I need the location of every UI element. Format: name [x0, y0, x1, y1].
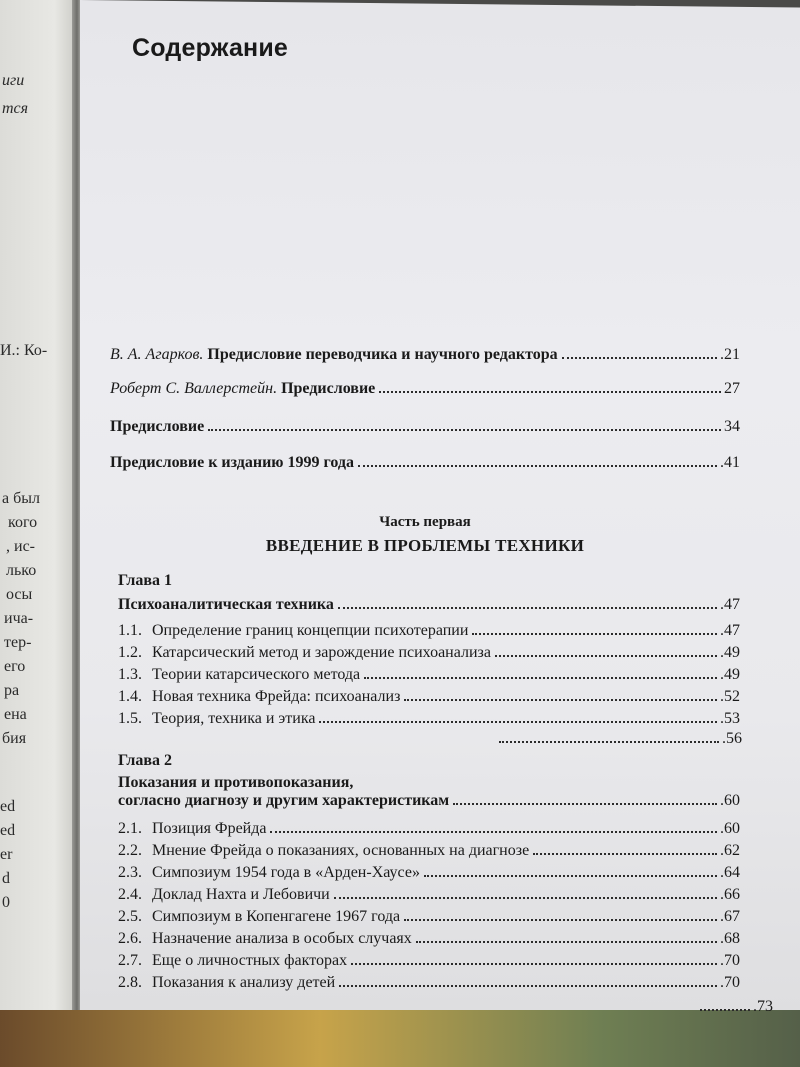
dot-leader	[351, 963, 717, 965]
left-fragment: er	[0, 846, 13, 863]
section-title: Позиция Фрейда	[152, 820, 267, 837]
dot-leader	[404, 919, 717, 921]
entry-page: .60	[720, 820, 740, 837]
entry-page: 27	[724, 380, 740, 397]
section-title: Теория, техника и этика	[152, 710, 316, 727]
dot-leader	[334, 897, 717, 899]
left-fragment: лько	[6, 562, 37, 579]
section-number: 1.3.	[118, 666, 142, 683]
section-title: Катарсический метод и зарождение психоанализа	[152, 644, 491, 661]
section-title: Новая техника Фрейда: психоанализ	[152, 688, 401, 705]
dot-leader	[270, 831, 717, 833]
chapter-title: согласно диагнозу и другим характеристикам	[118, 792, 450, 809]
entry-author: В. А. Агарков.	[110, 346, 204, 363]
entry-title: Предисловие переводчика и научного редактора	[207, 346, 558, 363]
entry-page: .53	[720, 710, 740, 727]
left-fragment: тер-	[4, 634, 32, 651]
dot-leader	[700, 1009, 750, 1011]
left-fragment: ed	[0, 798, 16, 815]
toc-entry[interactable]	[110, 380, 740, 406]
section-entry[interactable]	[118, 952, 740, 974]
section-number: 2.8.	[118, 974, 142, 991]
page-title: Содержание	[132, 34, 289, 62]
dot-leader	[424, 875, 717, 877]
section-entry[interactable]	[118, 666, 740, 688]
entry-author: Роберт С. Валлерстейн.	[110, 380, 278, 397]
entry-page: .49	[720, 666, 740, 683]
entry-page: .64	[720, 864, 740, 881]
dot-leader	[562, 357, 717, 359]
entry-title: Предисловие	[110, 418, 205, 435]
section-entry[interactable]	[118, 710, 740, 732]
entry-page: .41	[720, 454, 740, 471]
entry-page: .47	[720, 596, 740, 613]
section-number: 2.3.	[118, 864, 142, 881]
section-entry[interactable]	[118, 820, 740, 842]
section-title: Симпозиум 1954 года в «Арден-Хаусе»	[152, 864, 420, 881]
dot-leader	[319, 721, 717, 723]
section-number: 2.4.	[118, 886, 142, 903]
section-title: Назначение анализа в особых случаях	[152, 930, 412, 947]
left-fragment: игu	[2, 72, 25, 89]
section-number: 2.7.	[118, 952, 142, 969]
section-entry[interactable]	[118, 864, 740, 886]
chapter-entry[interactable]	[118, 596, 740, 622]
section-entry[interactable]	[118, 622, 740, 644]
section-title: Мнение Фрейда о показаниях, основанных на диагнозе	[152, 842, 530, 859]
dot-leader	[472, 633, 717, 635]
toc-entry[interactable]	[110, 454, 740, 480]
trailing-page-number	[700, 998, 773, 1016]
entry-page: .52	[720, 688, 740, 705]
left-fragment: ра	[4, 682, 20, 699]
trailing-page-number	[499, 730, 742, 748]
section-entry[interactable]	[118, 930, 740, 952]
dot-leader	[495, 655, 717, 657]
left-fragment: а был	[2, 490, 40, 507]
entry-page: .60	[720, 792, 740, 809]
dot-leader	[404, 699, 717, 701]
entry-page: .56	[722, 730, 742, 747]
section-title: Симпозиум в Копенгагене 1967 года	[152, 908, 401, 925]
chapter-title: Психоаналитическая техника	[118, 596, 334, 613]
entry-page: 34	[724, 418, 740, 435]
section-entry[interactable]	[118, 688, 740, 710]
left-fragment: 0	[2, 894, 10, 911]
left-fragment: осы	[6, 586, 33, 603]
left-fragment: тся	[2, 100, 29, 117]
section-title: Доклад Нахта и Лебовичи	[152, 886, 330, 903]
entry-page: .73	[753, 998, 773, 1015]
entry-page: .70	[720, 974, 740, 991]
entry-page: .49	[720, 644, 740, 661]
section-title: Определение границ концепции психотерапии	[152, 622, 469, 639]
section-number: 2.1.	[118, 820, 142, 837]
left-fragment: И.: Ко-	[0, 342, 48, 359]
entry-title: Предисловие к изданию 1999 года	[110, 454, 355, 471]
chapter-label: Глава 2	[118, 752, 172, 769]
left-fragment: его	[4, 658, 26, 675]
section-number: 1.4.	[118, 688, 142, 705]
dot-leader	[379, 391, 721, 393]
dot-leader	[338, 607, 717, 609]
entry-page: .68	[720, 930, 740, 947]
left-fragment: d	[2, 870, 10, 887]
chapter-title: Показания и противопоказания,	[118, 774, 354, 791]
part-label: Часть первая	[379, 514, 471, 530]
section-entry[interactable]	[118, 842, 740, 864]
section-number: 2.5.	[118, 908, 142, 925]
section-entry[interactable]	[118, 908, 740, 930]
section-entry[interactable]	[118, 974, 740, 996]
section-number: 1.1.	[118, 622, 142, 639]
entry-page: .70	[720, 952, 740, 969]
section-number: 1.2.	[118, 644, 142, 661]
left-fragment: бия	[2, 730, 27, 747]
entry-page: .21	[720, 346, 740, 363]
dot-leader	[499, 741, 719, 743]
left-fragment: кого	[8, 514, 38, 531]
section-title: Еще о личностных факторах	[152, 952, 348, 969]
toc-entry[interactable]	[110, 346, 740, 372]
section-title: Показания к анализу детей	[152, 974, 336, 991]
part-title: ВВЕДЕНИЕ В ПРОБЛЕМЫ ТЕХНИКИ	[265, 536, 585, 555]
dot-leader	[453, 803, 717, 805]
entry-page: .62	[720, 842, 740, 859]
section-entry[interactable]	[118, 886, 740, 908]
left-fragment: ича-	[4, 610, 34, 627]
section-number: 2.2.	[118, 842, 142, 859]
dot-leader	[339, 985, 717, 987]
chapter-entry[interactable]	[118, 792, 740, 818]
left-fragment: , ис-	[6, 538, 35, 555]
left-fragment: ed	[0, 822, 16, 839]
entry-page: .47	[720, 622, 740, 639]
dot-leader	[208, 429, 721, 431]
dot-leader	[358, 465, 717, 467]
entry-page: .66	[720, 886, 740, 903]
section-entry[interactable]	[118, 644, 740, 666]
dot-leader	[364, 677, 717, 679]
section-title: Теории катарсического метода	[152, 666, 361, 683]
dot-leader	[416, 941, 717, 943]
toc-entry[interactable]	[110, 418, 740, 444]
section-number: 1.5.	[118, 710, 142, 727]
entry-title: Предисловие	[281, 380, 376, 397]
section-number: 2.6.	[118, 930, 142, 947]
left-page-edge	[0, 0, 78, 1067]
entry-page: .67	[720, 908, 740, 925]
background-surface	[0, 1010, 800, 1067]
toc-content	[110, 0, 740, 1000]
chapter-label: Глава 1	[118, 572, 172, 589]
left-fragment: ена	[4, 706, 27, 723]
dot-leader	[533, 853, 717, 855]
